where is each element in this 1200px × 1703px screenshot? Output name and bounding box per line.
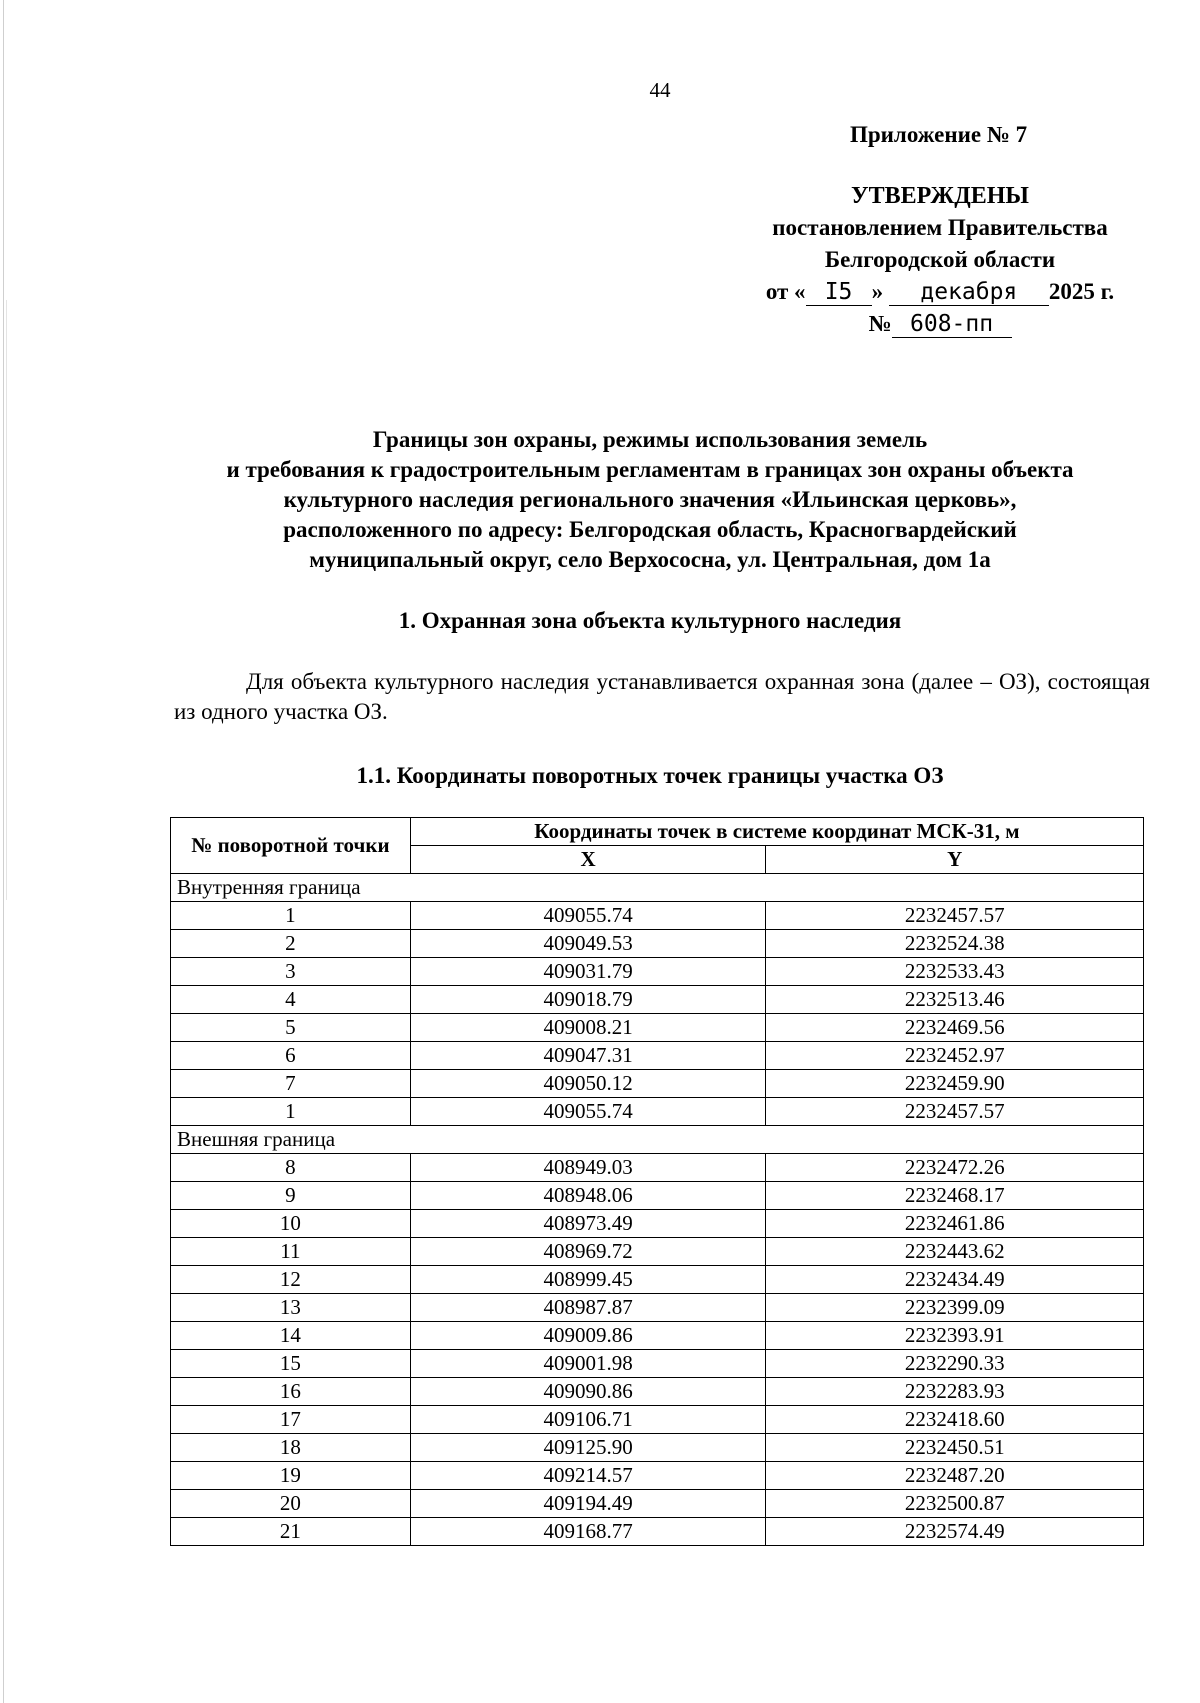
table-row (171, 1154, 1144, 1182)
table-row (171, 902, 1144, 930)
point-number-cell: 1 (171, 1098, 411, 1126)
y-coordinate-cell: 2232524.38 (766, 930, 1144, 958)
point-number-cell: 21 (171, 1518, 411, 1546)
point-number-cell: 8 (171, 1154, 411, 1182)
x-coordinate-cell: 408948.06 (410, 1182, 766, 1210)
date-day: I5 (806, 279, 872, 306)
point-number-cell: 10 (171, 1210, 411, 1238)
y-coordinate-cell: 2232457.57 (766, 1098, 1144, 1126)
y-coordinate-cell: 2232574.49 (766, 1518, 1144, 1546)
intro-paragraph (174, 667, 1150, 727)
approved-heading: УТВЕРЖДЕНЫ (851, 183, 1029, 209)
y-coordinate-cell: 2232472.26 (766, 1154, 1144, 1182)
table-heading: 1.1. Координаты поворотных точек границы участка ОЗ (356, 763, 944, 788)
title-line: и требования к градостроительным регламентам в границах зон охраны объекта (226, 457, 1074, 482)
table-row (171, 1406, 1144, 1434)
y-coordinate-cell: 2232500.87 (766, 1490, 1144, 1518)
table-row (171, 930, 1144, 958)
y-coordinate-cell: 2232459.90 (766, 1070, 1144, 1098)
page-number: 44 (649, 78, 671, 102)
table-row (171, 1014, 1144, 1042)
y-coordinate-cell: 2232533.43 (766, 958, 1144, 986)
date-prefix: от « (765, 279, 806, 304)
number-prefix: № (868, 311, 892, 336)
approval-line-1: постановлением Правительства (772, 215, 1108, 240)
x-coordinate-cell: 409055.74 (410, 1098, 766, 1126)
x-coordinate-cell: 409106.71 (410, 1406, 766, 1434)
appendix-label: Приложение № 7 (850, 122, 1028, 147)
table-row (171, 1490, 1144, 1518)
title-line: муниципальный округ, село Верхососна, ул. Центральная, дом 1а (309, 547, 991, 572)
y-coordinate-cell: 2232452.97 (766, 1042, 1144, 1070)
table-row (171, 1350, 1144, 1378)
point-number-cell: 14 (171, 1322, 411, 1350)
col-header-coords: Координаты точек в системе координат МСК-31, м (410, 818, 1143, 846)
point-number-cell: 6 (171, 1042, 411, 1070)
y-coordinate-cell: 2232469.56 (766, 1014, 1144, 1042)
x-coordinate-cell: 408973.49 (410, 1210, 766, 1238)
y-coordinate-cell: 2232283.93 (766, 1378, 1144, 1406)
table-row (171, 986, 1144, 1014)
y-coordinate-cell: 2232443.62 (766, 1238, 1144, 1266)
approval-line-2: Белгородской области (824, 247, 1056, 272)
table-row (171, 1378, 1144, 1406)
y-coordinate-cell: 2232468.17 (766, 1182, 1144, 1210)
table-row (171, 1434, 1144, 1462)
decree-number: 608-пп (892, 311, 1012, 338)
x-coordinate-cell: 409050.12 (410, 1070, 766, 1098)
y-coordinate-cell: 2232461.86 (766, 1210, 1144, 1238)
x-coordinate-cell: 409009.86 (410, 1322, 766, 1350)
date-year: 2025 г. (1048, 279, 1115, 304)
table-row (171, 1042, 1144, 1070)
point-number-cell: 4 (171, 986, 411, 1014)
point-number-cell: 9 (171, 1182, 411, 1210)
point-number-cell: 2 (171, 930, 411, 958)
point-number-cell: 5 (171, 1014, 411, 1042)
section-heading: 1. Охранная зона объекта культурного наследия (398, 608, 902, 633)
group-label: Внешняя граница (171, 1126, 1144, 1154)
x-coordinate-cell: 409090.86 (410, 1378, 766, 1406)
y-coordinate-cell: 2232450.51 (766, 1434, 1144, 1462)
col-header-y: Y (766, 846, 1144, 874)
x-coordinate-cell: 409031.79 (410, 958, 766, 986)
scan-edge-line (6, 300, 7, 900)
table-row (171, 1238, 1144, 1266)
y-coordinate-cell: 2232487.20 (766, 1462, 1144, 1490)
table-body (171, 874, 1144, 1546)
table-row (171, 1322, 1144, 1350)
x-coordinate-cell: 409194.49 (410, 1490, 766, 1518)
coordinates-table (170, 817, 1144, 1546)
table-row (171, 1182, 1144, 1210)
table-row (171, 1266, 1144, 1294)
table-row (171, 1462, 1144, 1490)
approval-number-line (700, 308, 1180, 340)
group-row (171, 874, 1144, 902)
table-row (171, 1294, 1144, 1322)
table-row (171, 1070, 1144, 1098)
point-number-cell: 20 (171, 1490, 411, 1518)
y-coordinate-cell: 2232290.33 (766, 1350, 1144, 1378)
group-label: Внутренняя граница (171, 874, 1144, 902)
point-number-cell: 13 (171, 1294, 411, 1322)
x-coordinate-cell: 408969.72 (410, 1238, 766, 1266)
x-coordinate-cell: 409008.21 (410, 1014, 766, 1042)
y-coordinate-cell: 2232418.60 (766, 1406, 1144, 1434)
point-number-cell: 11 (171, 1238, 411, 1266)
scan-edge-line (3, 0, 4, 1703)
x-coordinate-cell: 409001.98 (410, 1350, 766, 1378)
x-coordinate-cell: 408999.45 (410, 1266, 766, 1294)
x-coordinate-cell: 409125.90 (410, 1434, 766, 1462)
x-coordinate-cell: 408949.03 (410, 1154, 766, 1182)
x-coordinate-cell: 409049.53 (410, 930, 766, 958)
point-number-cell: 18 (171, 1434, 411, 1462)
point-number-cell: 1 (171, 902, 411, 930)
y-coordinate-cell: 2232393.91 (766, 1322, 1144, 1350)
approval-date-line (700, 276, 1180, 308)
x-coordinate-cell: 409168.77 (410, 1518, 766, 1546)
document-title (150, 425, 1150, 575)
x-coordinate-cell: 408987.87 (410, 1294, 766, 1322)
x-coordinate-cell: 409214.57 (410, 1462, 766, 1490)
title-line: культурного наследия регионального значения «Ильинская церковь», (283, 487, 1017, 512)
title-line: расположенного по адресу: Белгородская область, Красногвардейский (283, 517, 1017, 542)
point-number-cell: 3 (171, 958, 411, 986)
col-header-x: X (410, 846, 766, 874)
table-row (171, 1518, 1144, 1546)
date-mid: » (871, 279, 884, 304)
table-row (171, 1098, 1144, 1126)
table-row (171, 958, 1144, 986)
y-coordinate-cell: 2232513.46 (766, 986, 1144, 1014)
paragraph-text: Для объекта культурного наследия устанавливается охранная зона (далее – ОЗ), состоящая из одного участка ОЗ. (174, 669, 1150, 724)
col-header-point: № поворотной точки (171, 818, 411, 874)
table-row (171, 1210, 1144, 1238)
group-row (171, 1126, 1144, 1154)
point-number-cell: 12 (171, 1266, 411, 1294)
point-number-cell: 16 (171, 1378, 411, 1406)
point-number-cell: 7 (171, 1070, 411, 1098)
point-number-cell: 19 (171, 1462, 411, 1490)
approval-block (700, 180, 1180, 340)
x-coordinate-cell: 409047.31 (410, 1042, 766, 1070)
point-number-cell: 15 (171, 1350, 411, 1378)
y-coordinate-cell: 2232399.09 (766, 1294, 1144, 1322)
x-coordinate-cell: 409055.74 (410, 902, 766, 930)
x-coordinate-cell: 409018.79 (410, 986, 766, 1014)
y-coordinate-cell: 2232457.57 (766, 902, 1144, 930)
y-coordinate-cell: 2232434.49 (766, 1266, 1144, 1294)
title-line: Границы зон охраны, режимы использования земель (372, 427, 928, 452)
date-month: декабря (889, 279, 1049, 306)
point-number-cell: 17 (171, 1406, 411, 1434)
